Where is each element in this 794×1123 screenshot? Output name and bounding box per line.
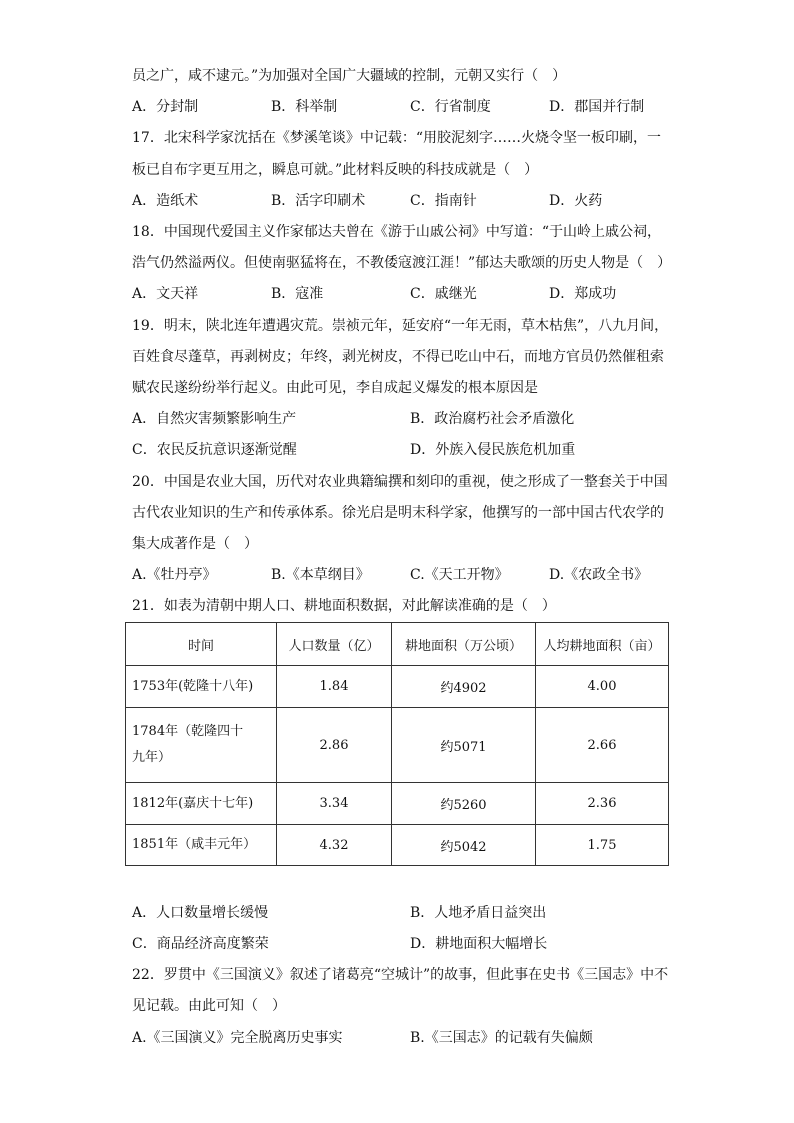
q20-stem-line1: 20．中国是农业大国，历代对农业典籍编撰和刻印的重视，使之形成了一整套关于中国 <box>132 474 668 490</box>
q20-stem-line2: 古代农业知识的生产和传承体系。徐光启是明末科学家，他撰写的一部中国古代农学的 <box>132 505 664 521</box>
q20-option-c: C.《天工开物》 <box>410 567 509 583</box>
q17-option-a: A．造纸术 <box>132 193 199 209</box>
q21-stem: 21．如表为清朝中期人口、耕地面积数据，对此解读准确的是（ ） <box>132 598 556 614</box>
cell-year-text: 1784年（乾隆四十九年） <box>132 724 244 765</box>
q18-stem-line1: 18．中国现代爱国主义作家郁达夫曾在《游于山戚公祠》中写道：“于山岭上戚公祠， <box>132 224 661 240</box>
q20-option-b: B.《本草纲目》 <box>271 567 370 583</box>
header-time: 时间 <box>126 623 277 666</box>
q16-option-c: C．行省制度 <box>410 99 491 115</box>
cell-population: 4.32 <box>277 825 392 866</box>
q18-option-a: A．文天祥 <box>132 286 199 302</box>
table-row <box>126 825 669 866</box>
cell-land: 约5042 <box>392 825 536 866</box>
population-land-table <box>125 622 669 866</box>
q22-option-a: A.《三国演义》完全脱离历史事实 <box>132 1030 343 1046</box>
q21-option-a: A．人口数量增长缓慢 <box>132 905 269 921</box>
q19-option-d: D．外族入侵民族危机加重 <box>410 442 576 458</box>
q17-option-d: D．火药 <box>549 193 603 209</box>
q18-option-d: D．郑成功 <box>549 286 617 302</box>
q16-option-a: A．分封制 <box>132 99 199 115</box>
table-row <box>126 783 669 825</box>
q16-stem-tail: 员之广，咸不逮元。”为加强对全国广大疆域的控制，元朝又实行（ ） <box>132 68 567 84</box>
q20-option-a: A.《牡丹亭》 <box>132 567 217 583</box>
cell-year: 1753年(乾隆十八年) <box>126 666 277 708</box>
q22-option-b: B.《三国志》的记载有失偏颇 <box>410 1030 593 1046</box>
q20-option-d: D.《农政全书》 <box>549 567 649 583</box>
q19-option-c: C．农民反抗意识逐渐觉醒 <box>132 442 297 458</box>
q18-option-c: C．戚继光 <box>410 286 477 302</box>
q19-option-a: A．自然灾害频繁影响生产 <box>132 411 297 427</box>
q18-stem-line2: 浩气仍然溢两仪。但使南驱猛将在，不教倭寇渡江涯！”郁达夫歌颂的历史人物是（ ） <box>132 255 672 271</box>
q22-stem-line1: 22．罗贯中《三国演义》叙述了诸葛亮“空城计”的故事，但此事在史书《三国志》中不 <box>132 967 669 983</box>
cell-population: 2.86 <box>277 708 392 783</box>
q21-option-d: D．耕地面积大幅增长 <box>410 936 548 952</box>
q21-option-c: C．商品经济高度繁荣 <box>132 936 269 952</box>
table-row <box>126 666 669 708</box>
header-land: 耕地面积（万公顷） <box>392 623 536 666</box>
q17-stem-line1: 17．北宋科学家沈括在《梦溪笔谈》中记载：“用胶泥刻字……火烧令坚一板印刷，一 <box>132 130 661 146</box>
q20-stem-line3: 集大成著作是（ ） <box>132 536 258 552</box>
q19-stem-line1: 19．明末，陕北连年遭遇灾荒。崇祯元年，延安府“一年无雨，草木枯焦”，八九月间， <box>132 318 669 334</box>
cell-year: 1812年(嘉庆十七年) <box>126 783 277 825</box>
cell-land: 约5260 <box>392 783 536 825</box>
cell-land: 约4902 <box>392 666 536 708</box>
cell-population: 3.34 <box>277 783 392 825</box>
table-row <box>126 708 669 783</box>
q17-option-b: B．活字印刷术 <box>271 193 366 209</box>
q21-option-b: B．人地矛盾日益突出 <box>410 905 547 921</box>
q16-option-b: B．科举制 <box>271 99 338 115</box>
q17-option-c: C．指南针 <box>410 193 477 209</box>
header-population: 人口数量（亿） <box>277 623 392 666</box>
q16-option-d: D．郡国并行制 <box>549 99 645 115</box>
q18-option-b: B．寇准 <box>271 286 324 302</box>
q19-stem-line3: 赋农民遂纷纷举行起义。由此可见，李自成起义爆发的根本原因是 <box>132 380 538 396</box>
cell-per-capita: 2.36 <box>536 783 669 825</box>
table-header-row <box>126 623 669 666</box>
cell-per-capita: 4.00 <box>536 666 669 708</box>
cell-year <box>126 708 277 783</box>
cell-land: 约5071 <box>392 708 536 783</box>
header-per-capita: 人均耕地面积（亩） <box>536 623 669 666</box>
q17-stem-line2: 板已自布字更互用之，瞬息可就。”此材料反映的科技成就是（ ） <box>132 162 539 178</box>
cell-population: 1.84 <box>277 666 392 708</box>
q19-stem-line2: 百姓食尽蓬草，再剥树皮；年终，剥光树皮，不得已吃山中石，而地方官员仍然催租索 <box>132 349 664 365</box>
cell-year: 1851年（咸丰元年） <box>126 825 277 866</box>
cell-per-capita: 2.66 <box>536 708 669 783</box>
q19-option-b: B．政治腐朽社会矛盾激化 <box>410 411 575 427</box>
cell-per-capita: 1.75 <box>536 825 669 866</box>
q22-stem-line2: 见记载。由此可知（ ） <box>132 998 286 1014</box>
